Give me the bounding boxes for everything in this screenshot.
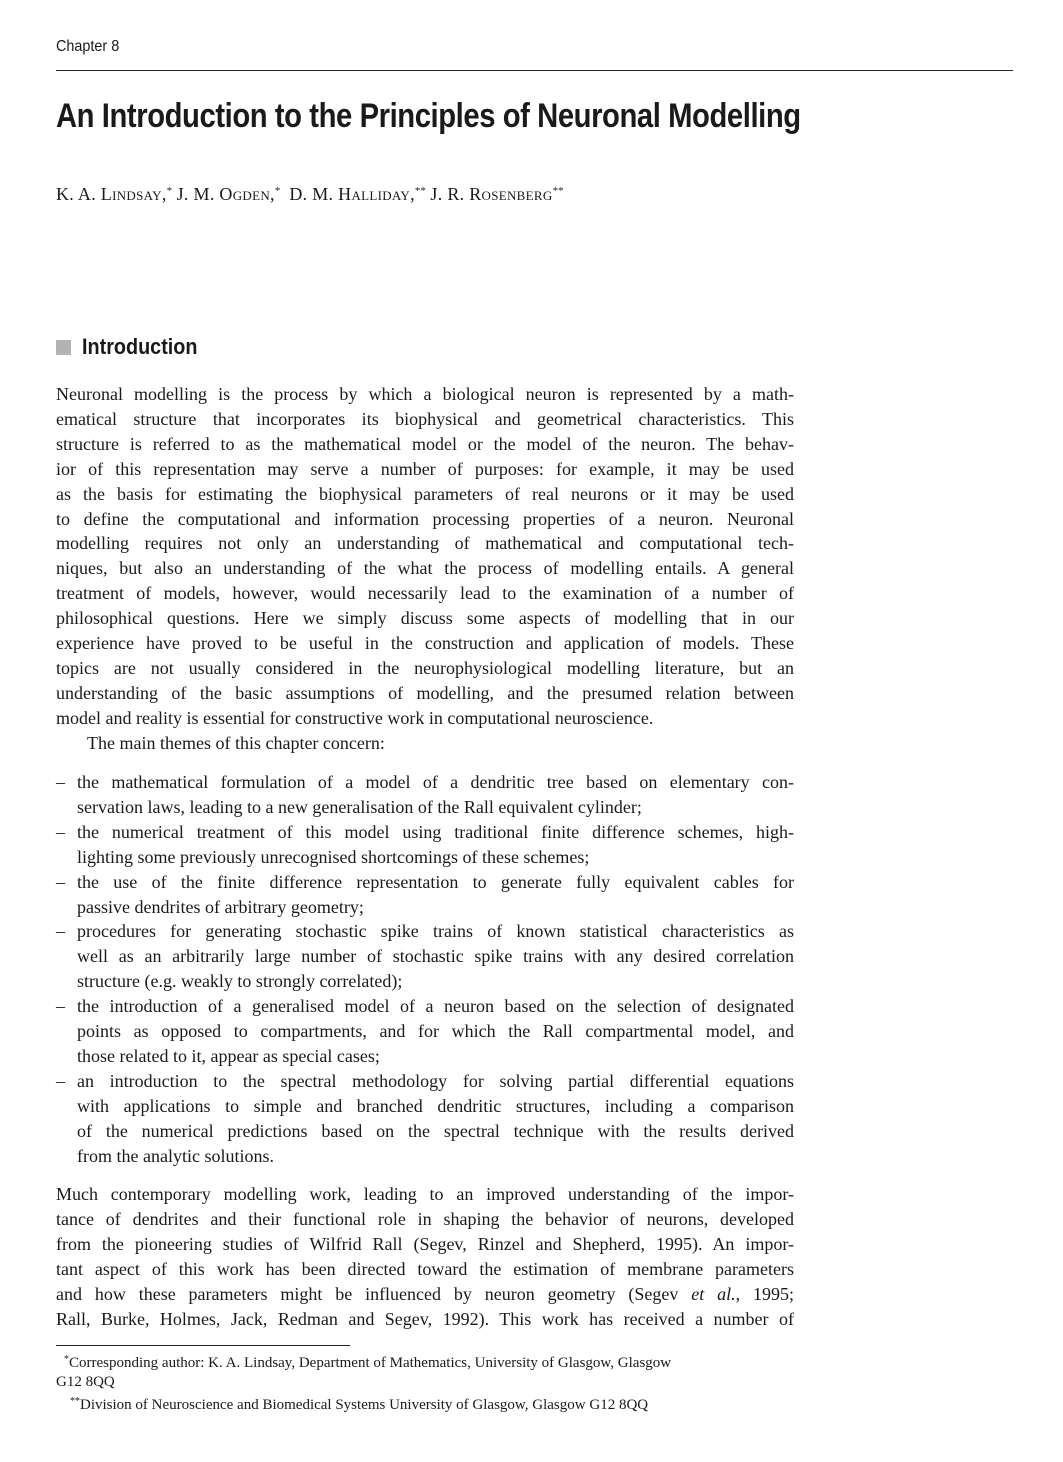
themes-list	[56, 770, 794, 1169]
text-line: of the numerical predictions based on the spectral technique with the results derived	[77, 1120, 794, 1141]
text-line: the introduction of a generalised model of a neuron based on the selection of designated	[77, 996, 794, 1017]
text-line: those related to it, appear as special cases;	[77, 1045, 380, 1066]
footnote-text: Division of Neuroscience and Biomedical Systems University of Glasgow, Glasgow G12 8QQ	[80, 1397, 649, 1413]
text-line: topics are not usually considered in the neurophysiological modelling literature, but an	[56, 657, 794, 678]
text-line: philosophical questions. Here we simply discuss some aspects of modelling that in our	[56, 608, 794, 629]
list-item	[56, 994, 794, 1069]
text-line	[56, 1282, 794, 1307]
text-line: passive dendrites of arbitrary geometry;	[77, 896, 364, 917]
footnotes	[56, 1350, 794, 1415]
text-line: the use of the finite difference representation to generate fully equivalent cables for	[77, 871, 794, 892]
bullet-dash: –	[56, 821, 65, 842]
footnote-1-cont: G12 8QQ	[56, 1374, 115, 1390]
author-name: J. R. Rosenberg	[430, 184, 553, 204]
footnote-mark: **	[70, 1396, 80, 1407]
text-line: tant aspect of this work has been directed toward the estimation of membrane parameters	[56, 1258, 794, 1279]
text-run: , 1995;	[735, 1283, 794, 1304]
intro-paragraph	[56, 382, 794, 756]
text-line: understanding of the basic assumptions of modelling, and the presumed relation between	[56, 682, 794, 703]
text-line: servation laws, leading to a new generalisation of the Rall equivalent cylinder;	[77, 796, 642, 817]
footnote-2	[56, 1392, 794, 1415]
text-line: ior of this representation may serve a number of purposes: for example, it may be used	[56, 458, 794, 479]
text-line: niques, but also an understanding of the what the process of modelling entails. A general	[56, 558, 794, 579]
chapter-label: Chapter 8	[56, 38, 120, 55]
text-line: tance of dendrites and their functional role in shaping the behavior of neurons, developed	[56, 1208, 794, 1229]
header-rule	[56, 70, 1013, 71]
text-line: structure (e.g. weakly to strongly correlated);	[77, 971, 403, 992]
text-line: Rall, Burke, Holmes, Jack, Redman and Segev, 1992). This work has received a number of	[56, 1308, 794, 1329]
text-line: well as an arbitrarily large number of stochastic spike trains with any desired correlation	[77, 946, 794, 967]
text-line: model and reality is essential for constructive work in computational neuroscience.	[56, 707, 654, 728]
author-name: J. M. Ogden,	[176, 184, 275, 204]
author-mark: **	[552, 185, 564, 197]
text-line: as the basis for estimating the biophysical parameters of real neurons or it may be used	[56, 483, 794, 504]
text-line: with applications to simple and branched dendritic structures, including a comparison	[77, 1095, 794, 1116]
text-line: ematical structure that incorporates its biophysical and geometrical characteristics. This	[56, 408, 794, 429]
list-item	[56, 1069, 794, 1169]
footnote-text: Corresponding author: K. A. Lindsay, Department of Mathematics, University of Glasgow, Glasgow	[69, 1355, 672, 1371]
section-marker-square	[56, 340, 71, 355]
bullet-dash: –	[56, 871, 65, 892]
themes-intro: The main themes of this chapter concern:	[87, 732, 385, 753]
bullet-dash: –	[56, 921, 65, 942]
text-line: the numerical treatment of this model using traditional finite difference schemes, high-	[77, 821, 794, 842]
bullet-dash: –	[56, 996, 65, 1017]
bullet-dash: –	[56, 772, 65, 792]
text-line: Neuronal modelling is the process by which a biological neuron is represented by a math-	[56, 384, 794, 404]
text-line: structure is referred to as the mathematical model or the model of the neuron. The behav-	[56, 433, 794, 454]
text-line: treatment of models, however, would necessarily lead to the examination of a number of	[56, 583, 794, 604]
text-line: modelling requires not only an understanding of mathematical and computational tech-	[56, 533, 794, 554]
text-line: to define the computational and information processing properties of a neuron. Neuronal	[56, 508, 794, 529]
section-heading	[56, 334, 210, 360]
author-list	[56, 184, 564, 205]
list-item	[56, 820, 794, 870]
text-line: experience have proved to be useful in the construction and application of models. These	[56, 633, 794, 654]
author-name: K. A. Lindsay,	[56, 184, 167, 204]
bullet-dash: –	[56, 1070, 65, 1091]
italic-run: et al.	[691, 1283, 736, 1304]
text-line: from the pioneering studies of Wilfrid Rall (Segev, Rinzel and Shepherd, 1995). An impor-	[56, 1233, 794, 1254]
footnote-rule	[56, 1345, 350, 1346]
closing-paragraph	[56, 1182, 794, 1331]
text-line: points as opposed to compartments, and for which the Rall compartmental model, and	[77, 1021, 794, 1042]
list-item	[56, 770, 794, 820]
list-item	[56, 870, 794, 920]
author-mark: **	[414, 185, 426, 197]
text-line: lighting some previously unrecognised shortcomings of these schemes;	[77, 846, 590, 867]
footnote-mark: *	[64, 1354, 69, 1365]
text-line: procedures for generating stochastic spike trains of known statistical characteristics as	[77, 921, 794, 942]
author-mark: *	[166, 185, 173, 197]
text-line: from the analytic solutions.	[77, 1145, 274, 1166]
text-line: Much contemporary modelling work, leading to an improved understanding of the impor-	[56, 1184, 794, 1204]
text-line: an introduction to the spectral methodology for solving partial differential equations	[77, 1070, 794, 1091]
text-run: and how these parameters might be influenced by neuron geometry (Segev	[56, 1283, 692, 1304]
list-item	[56, 919, 794, 994]
footnote-1	[56, 1350, 794, 1373]
author-name: D. M. Halliday,	[289, 184, 415, 204]
chapter-title: An Introduction to the Principles of Neuronal Modelling	[56, 97, 801, 135]
text-line: the mathematical formulation of a model of a dendritic tree based on elementary con-	[77, 772, 794, 792]
author-mark: *	[274, 185, 281, 197]
section-title: Introduction	[82, 334, 198, 359]
